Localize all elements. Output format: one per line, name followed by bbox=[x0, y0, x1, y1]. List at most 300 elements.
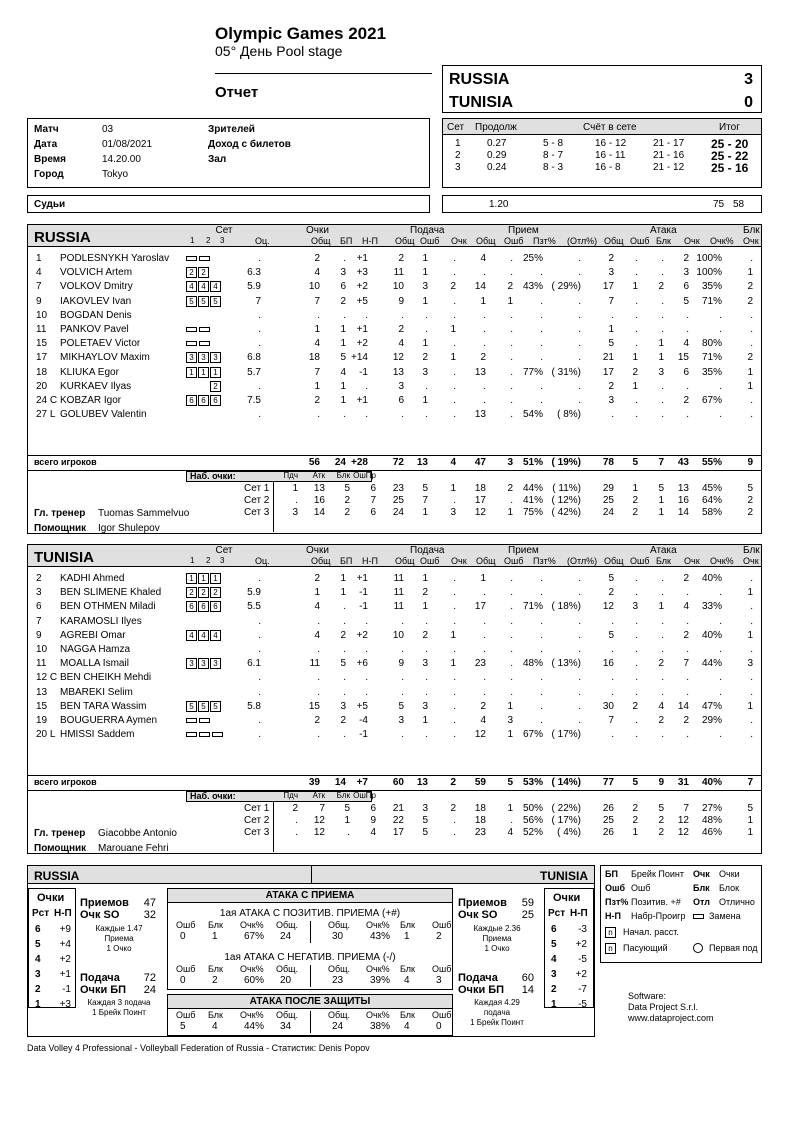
set-rexc: 75% bbox=[522, 507, 543, 518]
referees-box bbox=[27, 195, 430, 213]
player-number: 9 bbox=[36, 295, 42, 307]
h-tot: Общ bbox=[476, 236, 496, 246]
stat-blk: 3 bbox=[747, 658, 753, 670]
stat-apts: 7 bbox=[683, 658, 689, 670]
stat-rerr: 1 bbox=[507, 295, 513, 307]
player-name: VOLVICH Artem bbox=[60, 267, 133, 279]
substitution-marker bbox=[199, 341, 210, 346]
stat-aerr: 2 bbox=[632, 700, 638, 712]
start-position: 2 bbox=[186, 267, 197, 278]
set-apts: 16 bbox=[677, 495, 689, 506]
stat-oc: 7 bbox=[255, 295, 261, 307]
stat-apts: 2 bbox=[683, 629, 689, 641]
stat-spts: . bbox=[453, 573, 456, 584]
set-rerr: . bbox=[510, 815, 513, 826]
h-oc: Оц. bbox=[255, 236, 270, 246]
start-position: 1 bbox=[198, 367, 209, 378]
stat-bp: 2 bbox=[340, 629, 346, 641]
set-markers bbox=[186, 658, 222, 669]
h-set: Сет bbox=[215, 545, 233, 556]
total-rexc: 51% bbox=[522, 457, 543, 468]
stat-rerr: . bbox=[510, 615, 513, 627]
attack-reception bbox=[167, 888, 453, 990]
stat-blk: 1 bbox=[747, 380, 753, 392]
stat-rperf: . bbox=[578, 395, 581, 406]
stat-blk: 2 bbox=[747, 352, 753, 364]
stat-np: . bbox=[365, 409, 368, 421]
hall-label: Зал bbox=[208, 154, 227, 165]
first-serve-icon bbox=[693, 943, 703, 953]
stat-atot: 3 bbox=[608, 395, 614, 406]
h-set: Сет bbox=[215, 225, 233, 236]
rec-each: Каждые 1.47 bbox=[95, 924, 143, 933]
h-pts: Очк bbox=[451, 556, 467, 566]
att-h: Ошб bbox=[432, 1010, 452, 1020]
stat-apts: 14 bbox=[677, 700, 689, 712]
player-name: NAGGA Hamza bbox=[60, 644, 131, 655]
stat-rtot: . bbox=[483, 629, 486, 641]
set-rexc: 52% bbox=[522, 827, 543, 838]
stat-blk: . bbox=[750, 395, 753, 406]
rotation-num: 6 bbox=[551, 924, 557, 935]
set-ablk: 5 bbox=[658, 483, 664, 494]
stat-bp: . bbox=[343, 601, 346, 613]
stat-rperf: . bbox=[578, 352, 581, 364]
player-number: 10 bbox=[36, 309, 48, 321]
player-row bbox=[28, 686, 761, 700]
total-ablk: 9 bbox=[658, 777, 664, 788]
nab-val: 12 bbox=[313, 815, 325, 826]
player-number: 2 bbox=[36, 573, 42, 584]
set-stot: 22 bbox=[392, 815, 404, 826]
stat-serr: 1 bbox=[422, 253, 428, 264]
set-akill: 48% bbox=[701, 815, 722, 826]
so-value: 25 bbox=[521, 909, 534, 921]
rot2-rst: Рст bbox=[548, 908, 566, 919]
h-set1: 1 bbox=[190, 236, 195, 245]
att-h: Общ. bbox=[328, 1010, 351, 1020]
stat-ablk: . bbox=[661, 615, 664, 627]
stat-blk: . bbox=[750, 686, 753, 698]
stat-rexc: . bbox=[540, 672, 543, 684]
set-blk: 2 bbox=[747, 495, 753, 506]
stat-rerr: . bbox=[510, 395, 513, 406]
stat-atot: . bbox=[611, 686, 614, 698]
total-rtot: 47 bbox=[474, 457, 486, 468]
total-spts: 4 bbox=[450, 457, 456, 468]
so-label: Очк SO bbox=[458, 909, 498, 921]
legend-value: Начал. расст. bbox=[623, 927, 679, 937]
stat-oc: 5.7 bbox=[247, 366, 261, 378]
set-stot: 17 bbox=[392, 827, 404, 838]
set-rtot: 18 bbox=[474, 483, 486, 494]
rotation-num: 4 bbox=[551, 954, 557, 965]
stat-rperf: . bbox=[578, 644, 581, 655]
start-position: 1 bbox=[198, 573, 209, 584]
player-number: 17 bbox=[36, 352, 48, 364]
stat-serr: 2 bbox=[422, 629, 428, 641]
stat-akill: 29% bbox=[701, 715, 722, 726]
nab-val: 12 bbox=[313, 827, 325, 838]
serve-each3: 1 Брейк Поинт bbox=[470, 1018, 524, 1027]
stat-rerr: . bbox=[510, 267, 513, 279]
set-rerr: 4 bbox=[507, 827, 513, 838]
stat-serr: . bbox=[425, 672, 428, 684]
stat-aerr: . bbox=[635, 395, 638, 406]
stat-blk: . bbox=[750, 573, 753, 584]
att-val: 1 bbox=[212, 931, 218, 942]
player-number: 27 L bbox=[36, 409, 56, 421]
stat-rerr: . bbox=[510, 686, 513, 698]
stat-apts: 6 bbox=[683, 281, 689, 293]
stat-bp: 5 bbox=[340, 658, 346, 670]
stat-bp: 2 bbox=[340, 295, 346, 307]
arec-neg: 1ая АТАКА С НЕГАТИВ. ПРИЕМА (-/) bbox=[224, 952, 396, 963]
att-val: 44% bbox=[244, 1021, 265, 1032]
stat-blk: 1 bbox=[747, 267, 753, 279]
stat-ablk: . bbox=[661, 629, 664, 641]
date-label: Дата bbox=[34, 139, 58, 150]
stat-ablk: 1 bbox=[658, 601, 664, 613]
stat-akill: 67% bbox=[701, 395, 722, 406]
att-val: 39% bbox=[370, 975, 391, 986]
set-partial1: 8 - 3 bbox=[543, 162, 564, 173]
h-set1: 1 bbox=[190, 556, 195, 565]
player-row bbox=[28, 380, 761, 394]
team2-sets: 0 bbox=[744, 94, 753, 111]
set-ablk: 5 bbox=[658, 803, 664, 814]
set-markers bbox=[186, 715, 224, 726]
start-position: 2 bbox=[210, 587, 221, 598]
legend-value: Очки bbox=[719, 869, 740, 879]
serve-label: Подача bbox=[458, 972, 498, 984]
stat-serr: . bbox=[425, 380, 428, 392]
player-number: 7 bbox=[36, 615, 42, 627]
stat-rperf: . bbox=[578, 700, 581, 712]
set-ablk: 1 bbox=[658, 495, 664, 506]
stat-bp: . bbox=[343, 672, 346, 684]
stat-apts: 15 bbox=[677, 352, 689, 364]
att-val: 1 bbox=[404, 931, 410, 942]
set-ablk: 2 bbox=[658, 827, 664, 838]
set-markers bbox=[186, 616, 222, 627]
start-position: 6 bbox=[210, 601, 221, 612]
legend-key: БП bbox=[605, 869, 618, 879]
stat-np: +5 bbox=[356, 295, 368, 307]
stat-akill: 100% bbox=[696, 267, 722, 279]
stat-rtot: . bbox=[483, 324, 486, 335]
start-position: 3 bbox=[210, 352, 221, 363]
stat-spts: . bbox=[453, 338, 456, 350]
set-akill: 58% bbox=[701, 507, 722, 518]
stat-np: +1 bbox=[356, 253, 368, 264]
stat-bp: 6 bbox=[340, 281, 346, 293]
stat-aerr: . bbox=[635, 729, 638, 741]
set-rexc: 41% bbox=[522, 495, 543, 506]
stat-spts: . bbox=[453, 409, 456, 421]
stat-rexc: . bbox=[540, 686, 543, 698]
player-row bbox=[28, 700, 761, 714]
stat-aerr: . bbox=[635, 715, 638, 726]
player-number: 24 C bbox=[36, 395, 58, 406]
team2-name: TUNISIA bbox=[449, 94, 513, 111]
stat-stot: 10 bbox=[392, 281, 404, 293]
total-akill: 55% bbox=[701, 457, 722, 468]
stat-serr: 3 bbox=[422, 281, 428, 293]
stat-blk: . bbox=[750, 644, 753, 655]
rotation-value: +1 bbox=[59, 969, 71, 980]
stat-blk: . bbox=[750, 715, 753, 726]
att-val: 5 bbox=[180, 1021, 186, 1032]
stat-serr: 2 bbox=[422, 352, 428, 364]
total-ablk: 7 bbox=[658, 457, 664, 468]
set-aerr: 1 bbox=[632, 827, 638, 838]
set-atot: 25 bbox=[602, 815, 614, 826]
stat-bp: . bbox=[343, 309, 346, 321]
set-label: Сет 3 bbox=[244, 507, 270, 518]
h-bp: БП bbox=[340, 556, 353, 566]
total-label: всего игроков bbox=[34, 457, 97, 467]
stat-ptot: 1 bbox=[314, 587, 320, 599]
stat-rperf: . bbox=[578, 338, 581, 350]
stat-akill: 35% bbox=[701, 366, 722, 378]
h-exc: Пзт% bbox=[533, 236, 556, 246]
stat-ptot: . bbox=[317, 644, 320, 655]
start-position: 1 bbox=[186, 573, 197, 584]
stat-oc: . bbox=[258, 380, 261, 392]
rot2-title: Очки bbox=[553, 892, 581, 904]
set-blk: 5 bbox=[747, 483, 753, 494]
stat-stot: 11 bbox=[393, 587, 404, 599]
serve-value: 60 bbox=[521, 972, 534, 984]
att-val: 23 bbox=[332, 975, 344, 986]
stat-ptot: 4 bbox=[314, 601, 320, 613]
stat-np: -1 bbox=[359, 587, 368, 599]
set-spts: . bbox=[453, 815, 456, 826]
stat-rperf: ( 31%) bbox=[551, 366, 581, 378]
rec-each2: Приема bbox=[482, 934, 512, 943]
player-number: 20 L bbox=[36, 729, 56, 741]
nab-val: 16 bbox=[313, 495, 325, 506]
substitution-marker bbox=[186, 327, 197, 332]
city-label: Город bbox=[34, 169, 64, 180]
substitution-marker bbox=[199, 327, 210, 332]
summary-team2: TUNISIA bbox=[540, 869, 588, 883]
stat-np: -4 bbox=[359, 715, 368, 726]
stat-rtot: . bbox=[483, 644, 486, 655]
stat-stot: 9 bbox=[398, 295, 404, 307]
set-partial3: 21 - 17 bbox=[653, 138, 685, 149]
stat-ptot: 7 bbox=[314, 295, 320, 307]
stat-spts: . bbox=[453, 615, 456, 627]
stat-ptot: . bbox=[317, 686, 320, 698]
total-aerr: 5 bbox=[632, 777, 638, 788]
att-h: Общ. bbox=[276, 1010, 299, 1020]
stat-stot: . bbox=[401, 729, 404, 741]
stat-ablk: . bbox=[661, 729, 664, 741]
stat-bp: 3 bbox=[340, 267, 346, 279]
position-icon: n bbox=[605, 927, 616, 938]
stat-rperf: . bbox=[578, 587, 581, 599]
stat-serr: 1 bbox=[422, 715, 428, 726]
att-divider bbox=[310, 921, 311, 943]
stat-ptot: . bbox=[317, 672, 320, 684]
att-h: Общ. bbox=[276, 964, 299, 974]
set-serr: 5 bbox=[422, 483, 428, 494]
att-divider bbox=[310, 1011, 311, 1033]
stat-serr: 2 bbox=[422, 587, 428, 599]
start-position: 6 bbox=[186, 395, 197, 406]
att-val: 24 bbox=[280, 931, 292, 942]
stat-akill: . bbox=[719, 686, 722, 698]
stat-rtot: 2 bbox=[480, 352, 486, 364]
stat-rerr: . bbox=[510, 629, 513, 641]
set-akill: 64% bbox=[701, 495, 722, 506]
stat-spts: . bbox=[453, 672, 456, 684]
player-row bbox=[28, 714, 761, 728]
team1-sets: 3 bbox=[744, 71, 753, 88]
stat-blk: . bbox=[750, 729, 753, 741]
stat-ptot: . bbox=[317, 615, 320, 627]
stat-spts: . bbox=[453, 644, 456, 655]
total-rexc: 53% bbox=[522, 777, 543, 788]
h-attack: Атака bbox=[650, 545, 677, 556]
set-markers bbox=[186, 267, 222, 278]
rotation-num: 3 bbox=[551, 969, 557, 980]
stat-serr: . bbox=[425, 409, 428, 421]
stat-blk: . bbox=[750, 324, 753, 335]
set-markers bbox=[186, 409, 222, 420]
stat-aerr: 1 bbox=[632, 352, 638, 364]
set-markers bbox=[186, 644, 222, 655]
legend-value: Брейк Поинт bbox=[631, 869, 684, 879]
stat-rerr: . bbox=[510, 672, 513, 684]
start-position: 1 bbox=[186, 367, 197, 378]
stat-serr: . bbox=[425, 615, 428, 627]
stat-rexc: . bbox=[540, 615, 543, 627]
legend-value: Позитив. +# bbox=[631, 897, 681, 907]
att-h: Ошб bbox=[176, 964, 196, 974]
att-h: Блк bbox=[400, 1010, 415, 1020]
rec-label: Приемов bbox=[80, 897, 129, 909]
stat-akill: 71% bbox=[701, 352, 722, 364]
set-atot: 26 bbox=[602, 827, 614, 838]
legend-value: Замена bbox=[709, 911, 741, 921]
stat-np: . bbox=[365, 615, 368, 627]
software-url: www.dataproject.com bbox=[628, 1013, 714, 1023]
stat-aerr: . bbox=[635, 295, 638, 307]
stat-oc: . bbox=[258, 715, 261, 726]
nab-val: 1 bbox=[292, 483, 298, 494]
coach-label: Гл. тренер bbox=[34, 508, 86, 519]
stat-aerr: . bbox=[635, 338, 638, 350]
set-aerr: 2 bbox=[632, 815, 638, 826]
legend-value: Блок bbox=[719, 883, 740, 893]
set-markers bbox=[186, 687, 222, 698]
stat-blk: 2 bbox=[747, 281, 753, 293]
stat-apts: 2 bbox=[683, 395, 689, 406]
set-markers bbox=[186, 630, 222, 641]
stat-ablk: . bbox=[661, 573, 664, 584]
stat-ptot: . bbox=[317, 309, 320, 321]
stat-akill: . bbox=[719, 409, 722, 421]
stat-rperf: ( 17%) bbox=[551, 729, 581, 741]
h-duration: Продолж bbox=[475, 122, 517, 133]
total-blk: 9 bbox=[747, 457, 753, 468]
stat-apts: . bbox=[686, 409, 689, 421]
stat-bp: . bbox=[343, 409, 346, 421]
set-ablk: 2 bbox=[658, 815, 664, 826]
player-number: 15 bbox=[36, 338, 48, 350]
total-np: +7 bbox=[356, 777, 368, 788]
stat-serr: . bbox=[425, 309, 428, 321]
set-markers bbox=[186, 338, 224, 349]
att-h: Блк bbox=[208, 964, 223, 974]
h-err: Ошб bbox=[420, 236, 440, 246]
stat-blk: 1 bbox=[747, 700, 753, 712]
legend-key: Очк bbox=[693, 869, 710, 879]
player-row bbox=[28, 728, 761, 742]
set-partial2: 16 - 8 bbox=[595, 162, 621, 173]
stat-aerr: 3 bbox=[632, 601, 638, 613]
rec-value: 59 bbox=[521, 897, 534, 909]
stat-rperf: . bbox=[578, 295, 581, 307]
total-bp: 14 bbox=[334, 777, 346, 788]
stat-serr: 1 bbox=[422, 267, 428, 279]
set-apts: 13 bbox=[677, 483, 689, 494]
stat-stot: 11 bbox=[393, 267, 404, 279]
nab-val: 9 bbox=[370, 815, 376, 826]
serve-label: Подача bbox=[80, 972, 120, 984]
set-apts: 7 bbox=[683, 803, 689, 814]
stat-rtot: . bbox=[483, 686, 486, 698]
stat-rtot: . bbox=[483, 338, 486, 350]
rotation-value: -1 bbox=[62, 984, 71, 995]
h-serve: Подача bbox=[410, 545, 445, 556]
stat-oc: 5.8 bbox=[247, 700, 261, 712]
start-position: 4 bbox=[186, 281, 197, 292]
stat-rtot: 17 bbox=[474, 601, 486, 613]
total-pts2: 58 bbox=[733, 199, 745, 210]
stat-atot: 21 bbox=[602, 352, 614, 364]
stat-np: -1 bbox=[359, 729, 368, 741]
total-np: +28 bbox=[351, 457, 368, 468]
start-position: 2 bbox=[186, 587, 197, 598]
stat-rexc: 71% bbox=[522, 601, 543, 613]
stat-np: . bbox=[365, 380, 368, 392]
nab-h: Атк bbox=[312, 791, 325, 800]
stat-np: +1 bbox=[356, 324, 368, 335]
stat-rexc: 54% bbox=[522, 409, 543, 421]
stat-akill: . bbox=[719, 672, 722, 684]
stat-blk: 1 bbox=[747, 366, 753, 378]
stat-atot: 5 bbox=[608, 338, 614, 350]
player-name: BEN OTHMEN Miladi bbox=[60, 601, 156, 613]
total-stot: 72 bbox=[392, 457, 404, 468]
player-number: 10 bbox=[36, 644, 48, 655]
set-duration: 0.29 bbox=[487, 150, 507, 161]
date-value: 01/08/2021 bbox=[102, 139, 153, 150]
stat-rtot: 23 bbox=[474, 658, 486, 670]
stat-spts: 1 bbox=[450, 352, 456, 364]
stat-rexc: . bbox=[540, 380, 543, 392]
stat-atot: 5 bbox=[608, 573, 614, 584]
stat-bp: 1 bbox=[340, 338, 346, 350]
player-number: 15 bbox=[36, 700, 48, 712]
stat-oc: . bbox=[258, 324, 261, 335]
h-bp: БП bbox=[340, 236, 353, 246]
player-name: KARAMOSLI Ilyes bbox=[60, 615, 142, 627]
